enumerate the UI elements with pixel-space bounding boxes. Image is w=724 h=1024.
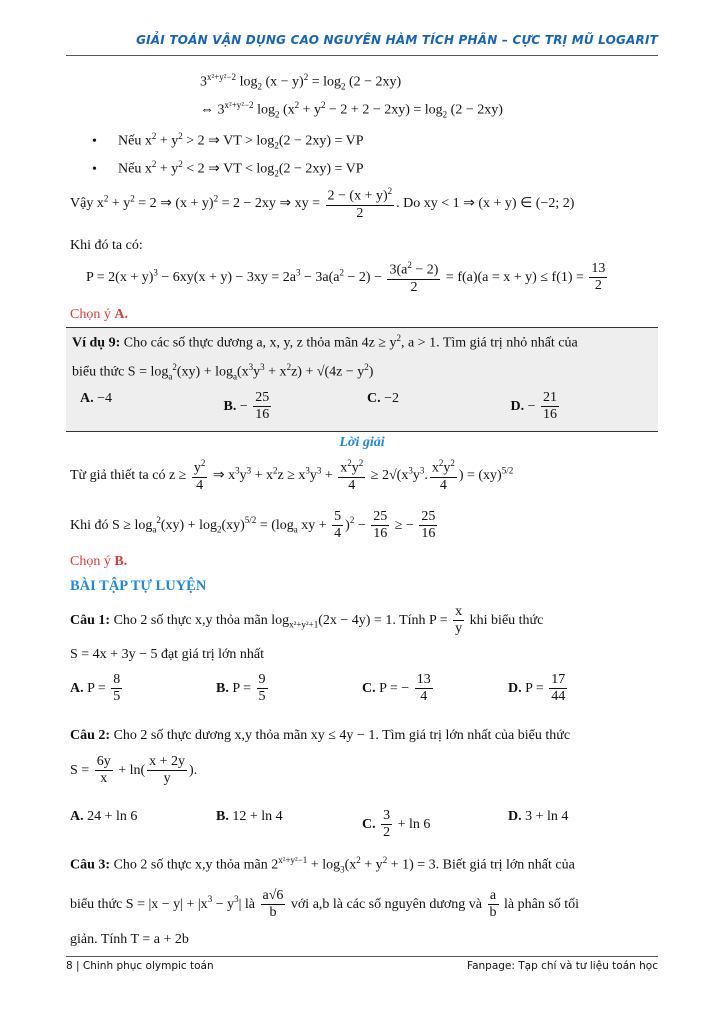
option-b: B. P = $\frac{9}{5}$ xyxy=(216,672,266,705)
question-label: Câu 1: xyxy=(70,612,111,628)
equation-P: $P = 2(x + y)^3 - 6xy(x + y) - 3xy = 2a^3 - 3a(a^2 - 2)$ − $\frac{3(a^2 - 2)}{2}$ = f(a)(a = x + y) ≤ f(1) = $\frac{13}{2}$ xyxy=(86,260,606,295)
solution-line-1: Từ giả thiết ta có z ≥ $\frac{y^2}{4}$ ⇒ $x^3y^3 + x^2z \ge x^3y^3$ + $\frac{x^2y^2}{4}$ ≥ $2√(x^3y^3$. $\frac{x^2y^2}{4}$ ) = (xy)$^{5/2}$ xyxy=(70,458,514,493)
footer-right: Fanpage: Tạp chí và tư liệu toán học xyxy=(467,960,658,972)
example-label: Ví dụ 9: xyxy=(72,335,121,351)
example-9-expression: biểu thức $S = \log_a^2(xy) + \log_a(x^3y^3 + x^2z) + √(4z - y^2)$ xyxy=(72,362,374,382)
question-1-options xyxy=(70,672,654,705)
footer-left: 8 | Chinh phục olympic toán xyxy=(66,960,214,972)
question-2-options xyxy=(70,808,654,841)
choose-answer: Chọn ý A. xyxy=(70,307,128,322)
option-b: B. − $\frac{25}{16}$ xyxy=(223,390,270,423)
option-d: D. 3 + ln 4 xyxy=(508,809,569,824)
question-3-cont: biểu thức $S = |x - y| + |x^3 - y^3|$ là $\frac{a√6}{b}$ với a,b là các số nguyên dương và $\frac{a}{b}$ là phân số tối xyxy=(70,888,580,921)
option-d: D. P = $\frac{17}{44}$ xyxy=(508,672,566,705)
section-title: BÀI TẬP TỰ LUYỆN xyxy=(70,578,207,594)
option-d: D. − $\frac{21}{16}$ xyxy=(510,390,558,423)
option-a: A. P = $\frac{8}{5}$ xyxy=(70,672,121,705)
khi-do-text: Khi đó ta có: xyxy=(70,238,143,253)
option-c: C. $\frac{3}{2}$ + ln 6 xyxy=(362,808,431,841)
page-footer xyxy=(66,956,658,978)
option-a: A. −4 xyxy=(80,391,113,406)
question-label: Câu 2: xyxy=(70,728,111,743)
question-2: Câu 2: Cho 2 số thực dương x,y thỏa mãn xy ≤ 4y − 1. Tìm giá trị lớn nhất của biểu thức xyxy=(70,728,571,743)
option-c: C. P = − $\frac{13}{4}$ xyxy=(362,672,431,705)
question-1-cont: S = 4x + 3y − 5 đạt giá trị lớn nhất xyxy=(70,647,265,662)
equation-line: ⇔ $3^{x^2+y^2-2}$ $\log_2 (x^2 + y^2 - 2 + 2 - 2xy) = \log_2 (2 - 2xy)$ xyxy=(200,100,503,120)
choose-answer: Chọn ý B. xyxy=(70,554,128,569)
question-2-expression: S = $\frac{6y}{x}$ + ln( $\frac{x + 2y}{y}$ ). xyxy=(70,754,198,787)
solution-line-2: Khi đó $S \ge \log_a^2(xy) + \log_2(xy)^{5/2} = (\log_a$ xy + $\frac{5}{4}$ )$^2$ − $\frac{25}{16}$ ≥ − $\frac{25}{16}$ xyxy=(70,509,436,542)
option-b: B. 12 + ln 4 xyxy=(216,809,283,824)
option-c: C. −2 xyxy=(367,391,400,406)
example-options xyxy=(80,390,654,423)
question-label: Câu 3: xyxy=(70,857,111,873)
header-title: GIẢI TOÁN VẬN DỤNG CAO NGUYÊN HÀM TÍCH PHÂN – CỰC TRỊ MŨ LOGARIT xyxy=(136,33,658,47)
question-3: Câu 3: Cho 2 số thực x,y thỏa mãn $2^{x^2+y^2-1} + \log_3(x^2 + y^2 + 1) = 3$. Biết giá trị lớn nhất của xyxy=(70,855,575,875)
question-3-end: giản. Tính T = a + 2b xyxy=(70,932,189,947)
question-1: Câu 1: Cho 2 số thực x,y thỏa mãn $\log_{x^2+y^2+1}(2x - 4y) = 1$. Tính P = $\frac{x}{y}$ khi biểu thức xyxy=(70,604,544,637)
example-9: Ví dụ 9: Cho các số thực dương a, x, y, z thỏa mãn $4z \ge y^2$, a > 1. Tìm giá trị nhỏ nhất của xyxy=(72,333,578,351)
bullet-item: • Nếu $x^2 + y^2 > 2$ ⇒ VT > $\log_2(2 - 2xy)$ = VP xyxy=(92,131,364,151)
equation-line: $3^{x^2+y^2-2}$ $\log_2 (x - y)^2 = \log_2 (2 - 2xy)$ xyxy=(200,72,402,92)
bullet-item: • Nếu $x^2 + y^2 < 2$ ⇒ VT < $\log_2(2 - 2xy)$ = VP xyxy=(92,159,364,179)
solution-heading: Lời giải xyxy=(339,435,385,450)
text-line xyxy=(70,237,654,255)
option-a: A. 24 + ln 6 xyxy=(70,809,138,824)
conclusion-line: Vậy $x^2 + y^2 = 2$ ⇒ $(x + y)^2 = 2 - 2xy$ ⇒ xy = $\frac{2 - (x + y)^2}{2}$ . Do xy < 1 ⇒ (x + y) ∈ (−2; 2) xyxy=(70,186,575,221)
page-header xyxy=(66,33,658,56)
